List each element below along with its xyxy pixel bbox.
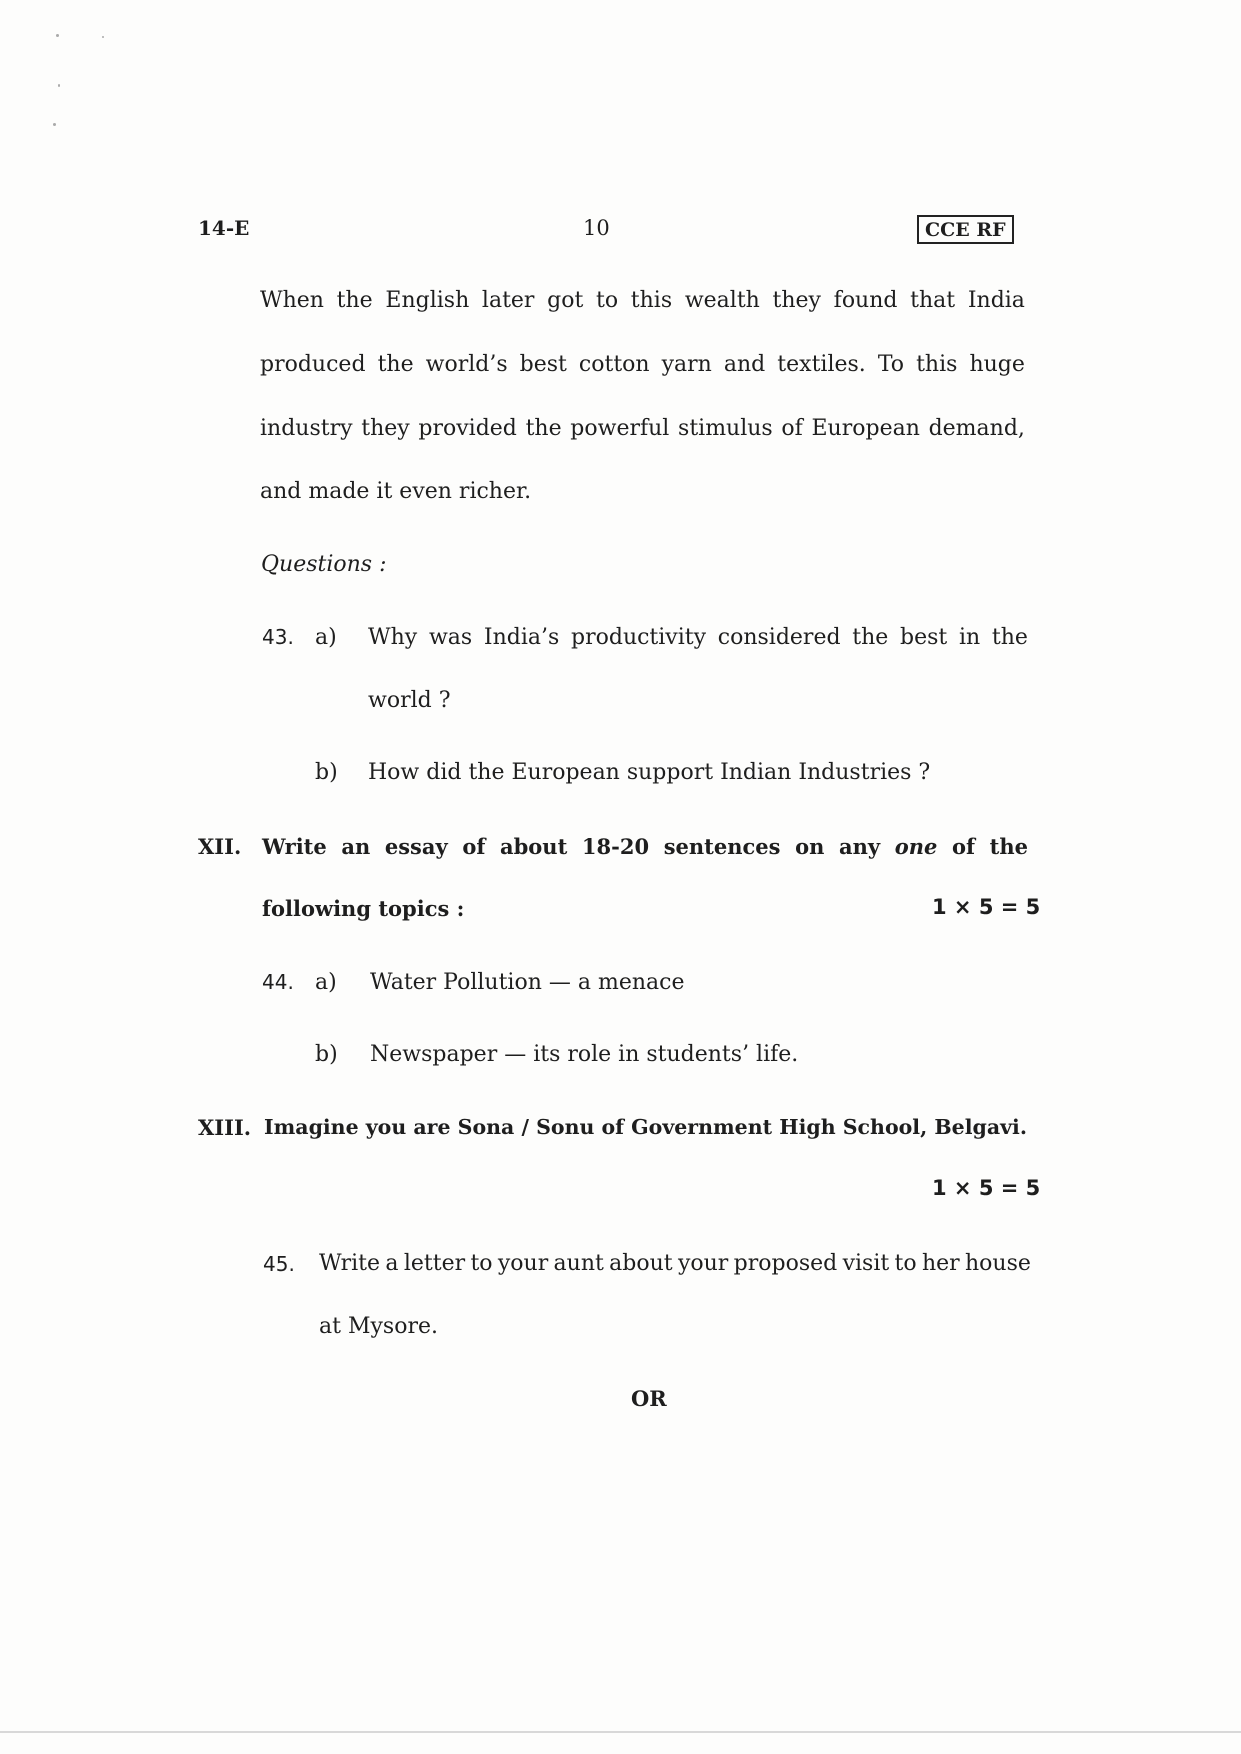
section-13-line-1: Imagine you are Sona / Sonu of Government High School, Belgavi. xyxy=(264,1115,1027,1139)
word: to xyxy=(470,1251,493,1276)
word: wealth xyxy=(684,288,760,313)
word: later xyxy=(481,288,535,313)
word: to xyxy=(894,1251,917,1276)
section-12-line-2: following topics : xyxy=(262,896,465,921)
word: on xyxy=(795,834,825,859)
word: Write xyxy=(319,1251,381,1276)
section-13-numeral: XIII. xyxy=(198,1115,252,1140)
word: textiles. xyxy=(777,352,866,377)
word: aunt xyxy=(553,1251,604,1276)
question-43a-line-1 xyxy=(368,625,1028,650)
page-number: 10 xyxy=(583,216,610,240)
word: industry xyxy=(260,416,353,441)
word: best xyxy=(519,352,567,377)
word: they xyxy=(361,416,410,441)
question-44b-text: Newspaper — its role in students’ life. xyxy=(370,1042,799,1067)
word: about xyxy=(609,1251,673,1276)
word: that xyxy=(910,288,956,313)
question-43a-label: a) xyxy=(315,625,337,650)
question-43b-text: How did the European support Indian Industries ? xyxy=(368,760,931,785)
word: provided xyxy=(418,416,517,441)
word: best xyxy=(900,625,948,650)
word: in xyxy=(958,625,981,650)
word: India xyxy=(967,288,1025,313)
scan-speck xyxy=(102,36,104,38)
passage-line-2 xyxy=(260,352,1025,377)
section-13-marks: 1 × 5 = 5 xyxy=(932,1176,1041,1200)
section-12-line-1 xyxy=(262,834,1028,859)
word: about xyxy=(500,834,568,859)
word: demand, xyxy=(928,416,1025,441)
scan-speck xyxy=(56,34,59,37)
passage-line-4: and made it even richer. xyxy=(260,479,532,504)
scan-speck xyxy=(53,123,56,126)
word: When xyxy=(260,288,324,313)
word: the xyxy=(991,625,1028,650)
word: the xyxy=(989,834,1028,859)
question-43a-line-2: world ? xyxy=(368,688,451,713)
word: To xyxy=(877,352,905,377)
question-43-number: 43. xyxy=(262,625,294,649)
word: huge xyxy=(969,352,1025,377)
word: and xyxy=(723,352,766,377)
word: visit xyxy=(842,1251,890,1276)
word: of xyxy=(781,416,803,441)
word: proposed xyxy=(733,1251,838,1276)
question-45-line-2: at Mysore. xyxy=(319,1314,438,1339)
word: any xyxy=(838,834,881,859)
scan-speck xyxy=(58,84,60,87)
cce-rf-badge: CCE RF xyxy=(917,215,1014,244)
word: English xyxy=(385,288,470,313)
section-12-numeral: XII. xyxy=(198,834,242,859)
question-44a-text: Water Pollution — a menace xyxy=(370,970,685,995)
word: an xyxy=(341,834,371,859)
word: of xyxy=(462,834,486,859)
word: house xyxy=(965,1251,1031,1276)
word: one xyxy=(894,834,938,859)
word: produced xyxy=(260,352,366,377)
question-44a-label: a) xyxy=(315,970,337,995)
passage-line-1 xyxy=(260,288,1025,313)
word: European xyxy=(811,416,920,441)
word: considered xyxy=(717,625,841,650)
word: yarn xyxy=(661,352,712,377)
word: her xyxy=(921,1251,960,1276)
word: 18-20 xyxy=(581,834,650,859)
word: world’s xyxy=(425,352,508,377)
word: they xyxy=(772,288,821,313)
word: the xyxy=(336,288,373,313)
word: the xyxy=(377,352,414,377)
question-44b-label: b) xyxy=(315,1042,338,1067)
word: the xyxy=(525,416,562,441)
bottom-scan-edge xyxy=(0,1731,1241,1733)
word: India’s xyxy=(483,625,560,650)
word: your xyxy=(497,1251,549,1276)
passage-line-3 xyxy=(260,416,1025,441)
paper-code: 14-E xyxy=(198,216,250,240)
word: Why xyxy=(368,625,418,650)
word: of xyxy=(951,834,975,859)
word: this xyxy=(916,352,958,377)
word: letter xyxy=(403,1251,466,1276)
word: productivity xyxy=(571,625,707,650)
word: was xyxy=(428,625,473,650)
question-44-number: 44. xyxy=(262,970,294,994)
word: powerful xyxy=(570,416,670,441)
or-separator: OR xyxy=(631,1386,667,1411)
word: Write xyxy=(262,834,327,859)
word: a xyxy=(385,1251,399,1276)
word: essay xyxy=(384,834,448,859)
questions-heading: Questions : xyxy=(261,552,387,577)
word: stimulus xyxy=(678,416,773,441)
question-45-number: 45. xyxy=(263,1252,295,1276)
word: cotton xyxy=(578,352,650,377)
word: your xyxy=(677,1251,729,1276)
question-45-line-1 xyxy=(319,1251,1031,1276)
word: sentences xyxy=(663,834,781,859)
word: the xyxy=(852,625,889,650)
word: found xyxy=(833,288,898,313)
word: this xyxy=(630,288,673,313)
question-43b-label: b) xyxy=(315,760,338,785)
word: to xyxy=(596,288,619,313)
word: got xyxy=(547,288,584,313)
section-12-marks: 1 × 5 = 5 xyxy=(932,895,1041,919)
